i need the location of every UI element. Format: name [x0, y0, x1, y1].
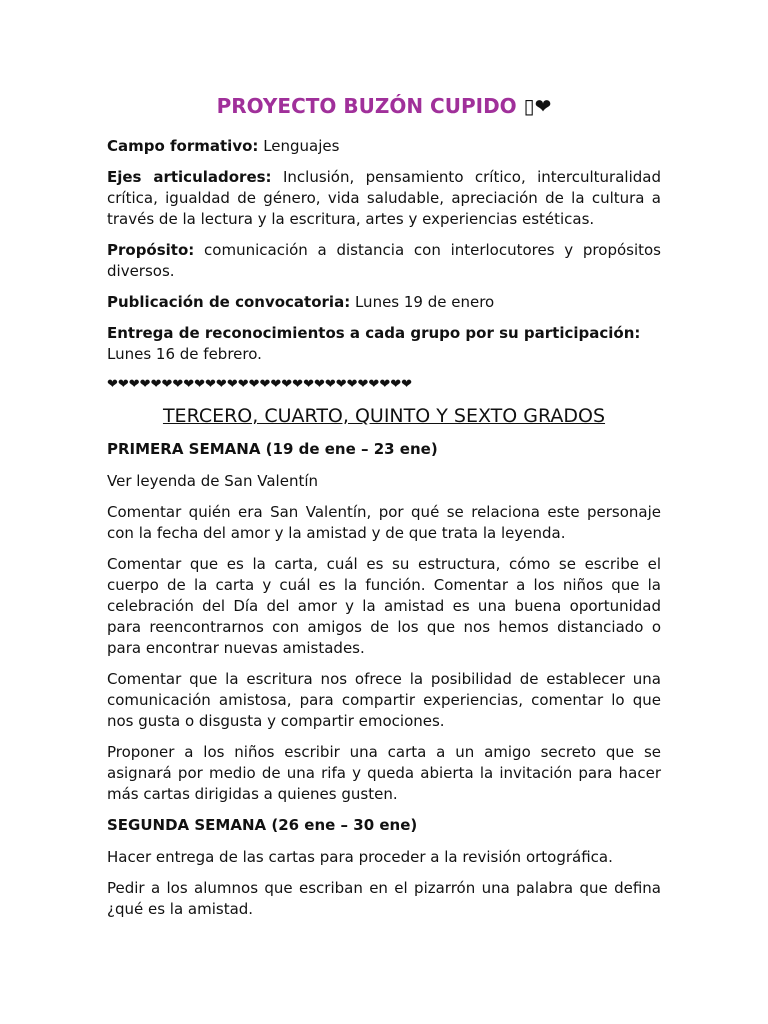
- week1-paragraph: Ver leyenda de San Valentín: [107, 472, 319, 490]
- field-publicacion: [107, 292, 661, 313]
- field-label: Propósito:: [107, 241, 195, 259]
- field-label: Campo formativo:: [107, 137, 259, 155]
- grade-heading: TERCERO, CUARTO, QUINTO Y SEXTO GRADOS: [162, 405, 606, 427]
- hearts-divider: ❤❤❤❤❤❤❤❤❤❤❤❤❤❤❤❤❤❤❤❤❤❤❤❤❤❤❤❤: [107, 377, 412, 392]
- week1-paragraph: Comentar quién era San Valentín, por qué se relaciona este personaje con la fecha del amor y la amistad y de que trata la leyenda.: [107, 503, 661, 542]
- page-title: [107, 92, 661, 120]
- field-value: comunicación a distancia con interlocutores y propósitos diversos.: [107, 241, 661, 280]
- field-ejes-articuladores: [107, 167, 661, 230]
- week2-paragraph: Pedir a los alumnos que escriban en el pizarrón una palabra que defina ¿qué es la amistad.: [107, 879, 661, 918]
- field-value: Lenguajes: [263, 137, 340, 155]
- week2-heading: SEGUNDA SEMANA (26 ene – 30 ene): [107, 816, 418, 834]
- week1-heading: PRIMERA SEMANA (19 de ene – 23 ene): [107, 440, 438, 458]
- field-value: Lunes 19 de enero: [354, 293, 495, 311]
- week1-paragraph: Proponer a los niños escribir una carta a un amigo secreto que se asignará por medio de una rifa y queda abierta la invitación para hacer más cartas dirigidas a quienes gusten.: [107, 743, 661, 803]
- title-text: PROYECTO BUZÓN CUPIDO: [216, 94, 517, 118]
- field-value: Inclusión, pensamiento crítico, interculturalidad crítica, igualdad de género, vida saludable, apreciación de la cultura a través de la lectura y la escritura, artes y experiencias estéticas.: [107, 168, 661, 228]
- field-value: Lunes 16 de febrero.: [107, 345, 262, 363]
- field-label: Entrega de reconocimientos a cada grupo por su participación:: [107, 324, 641, 342]
- field-label: Ejes articuladores:: [107, 168, 272, 186]
- heart-icon: ▯❤: [523, 94, 552, 118]
- week1-paragraph: Comentar que la escritura nos ofrece la posibilidad de establecer una comunicación amistosa, para compartir experiencias, comentar lo que nos gusta o disgusta y compartir emociones.: [107, 670, 661, 730]
- field-label: Publicación de convocatoria:: [107, 293, 351, 311]
- field-proposito: [107, 240, 661, 282]
- week2-paragraph: Hacer entrega de las cartas para proceder a la revisión ortográfica.: [107, 848, 613, 866]
- field-campo-formativo: [107, 136, 661, 157]
- week1-paragraph: Comentar que es la carta, cuál es su estructura, cómo se escribe el cuerpo de la carta y cuál es la función. Comentar a los niños que la celebración del Día del amor y la amistad es una buena oportunidad para reencontrarnos con amigos de los que nos hemos distanciado o para encontrar nuevas amistades.: [107, 555, 661, 657]
- field-entrega: [107, 323, 661, 365]
